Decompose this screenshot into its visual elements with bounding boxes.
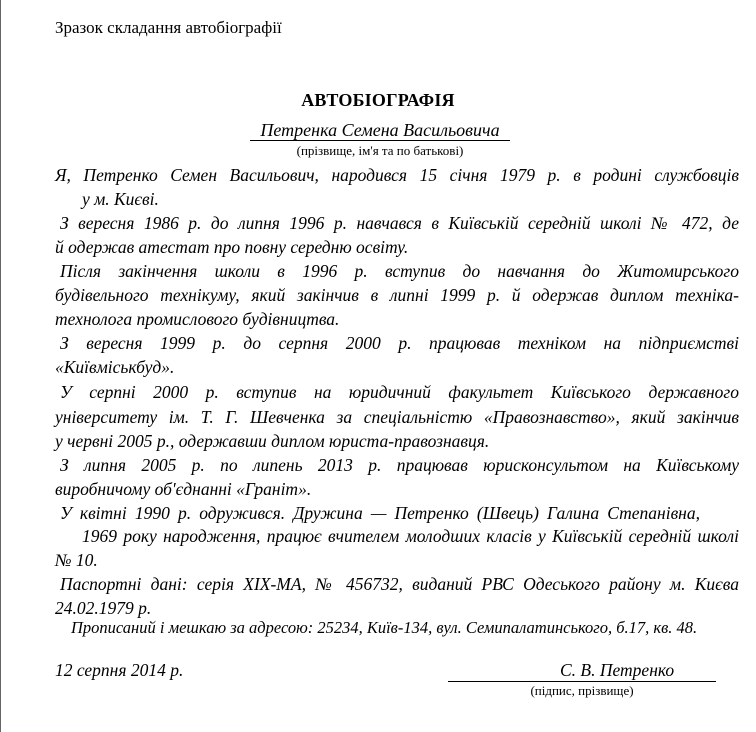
body-line-7: технолога промислового будівництва. <box>55 309 340 329</box>
body-line-2: у м. Києві. <box>82 189 159 209</box>
body-line-11: університету ім. Т. Г. Шевченка за спеціальністю «Правознавство», який закінчив <box>55 407 739 427</box>
body-line-16: 1969 року народження, працює вчителем молодших класів у Київській середній школі <box>82 526 739 546</box>
signature-underline <box>448 681 716 682</box>
body-line-15: У квітні 1990 р. одружився. Дружина — Петренко (Швець) Галина Степанівна, <box>60 503 700 523</box>
person-name-underline <box>250 140 510 141</box>
signature-date: 12 серпня 2014 р. <box>55 660 184 680</box>
body-line-10: У серпні 2000 р. вступив на юридичний факультет Київського державного <box>60 382 739 402</box>
sample-caption: Зразок складання автобіографії <box>55 18 282 37</box>
body-line-1: Я, Петренко Семен Васильович, народився 15 січня 1979 р. в родині службовців <box>55 165 739 185</box>
body-line-6: будівельного технікуму, який закінчив в липні 1999 р. й одержав диплом техніка- <box>55 285 739 305</box>
person-name: Петренка Семена Васильовича <box>260 120 500 140</box>
body-line-17: № 10. <box>55 550 98 570</box>
body-line-3: З вересня 1986 р. до липня 1996 р. навчався в Київській середній школі № 472, де <box>60 213 739 233</box>
body-line-12: у червні 2005 р., одержавши диплом юриста-правознавця. <box>55 431 490 451</box>
body-line-18: Паспортні дані: серія ХІХ-МА, № 456732, виданий РВС Одеського району м. Києва <box>60 574 739 594</box>
body-line-4: й одержав атестат про повну середню освіту. <box>55 237 409 257</box>
body-line-19: 24.02.1979 р. <box>55 598 152 618</box>
body-line-13: З липня 2005 р. по липень 2013 р. працював юрисконсультом на Київському <box>60 455 739 475</box>
document-title: АВТОБІОГРАФІЯ <box>301 90 455 110</box>
body-line-8: З вересня 1999 р. до серпня 2000 р. працював техніком на підприємстві <box>60 333 739 353</box>
person-name-caption: (прізвище, ім'я та по батькові) <box>296 143 464 158</box>
body-line-14: виробничому об'єднанні «Граніт». <box>55 479 312 499</box>
body-line-5: Після закінчення школи в 1996 р. вступив до навчання до Житомирського <box>60 261 739 281</box>
signature-name: С. В. Петренко <box>560 660 675 680</box>
body-line-9: «Київміськбуд». <box>55 357 175 377</box>
body-line-20: Прописаний і мешкаю за адресою: 25234, Київ-134, вул. Семипалатинського, б.17, кв. 48. <box>71 618 698 637</box>
signature-caption: (підпис, прізвище) <box>530 683 634 698</box>
